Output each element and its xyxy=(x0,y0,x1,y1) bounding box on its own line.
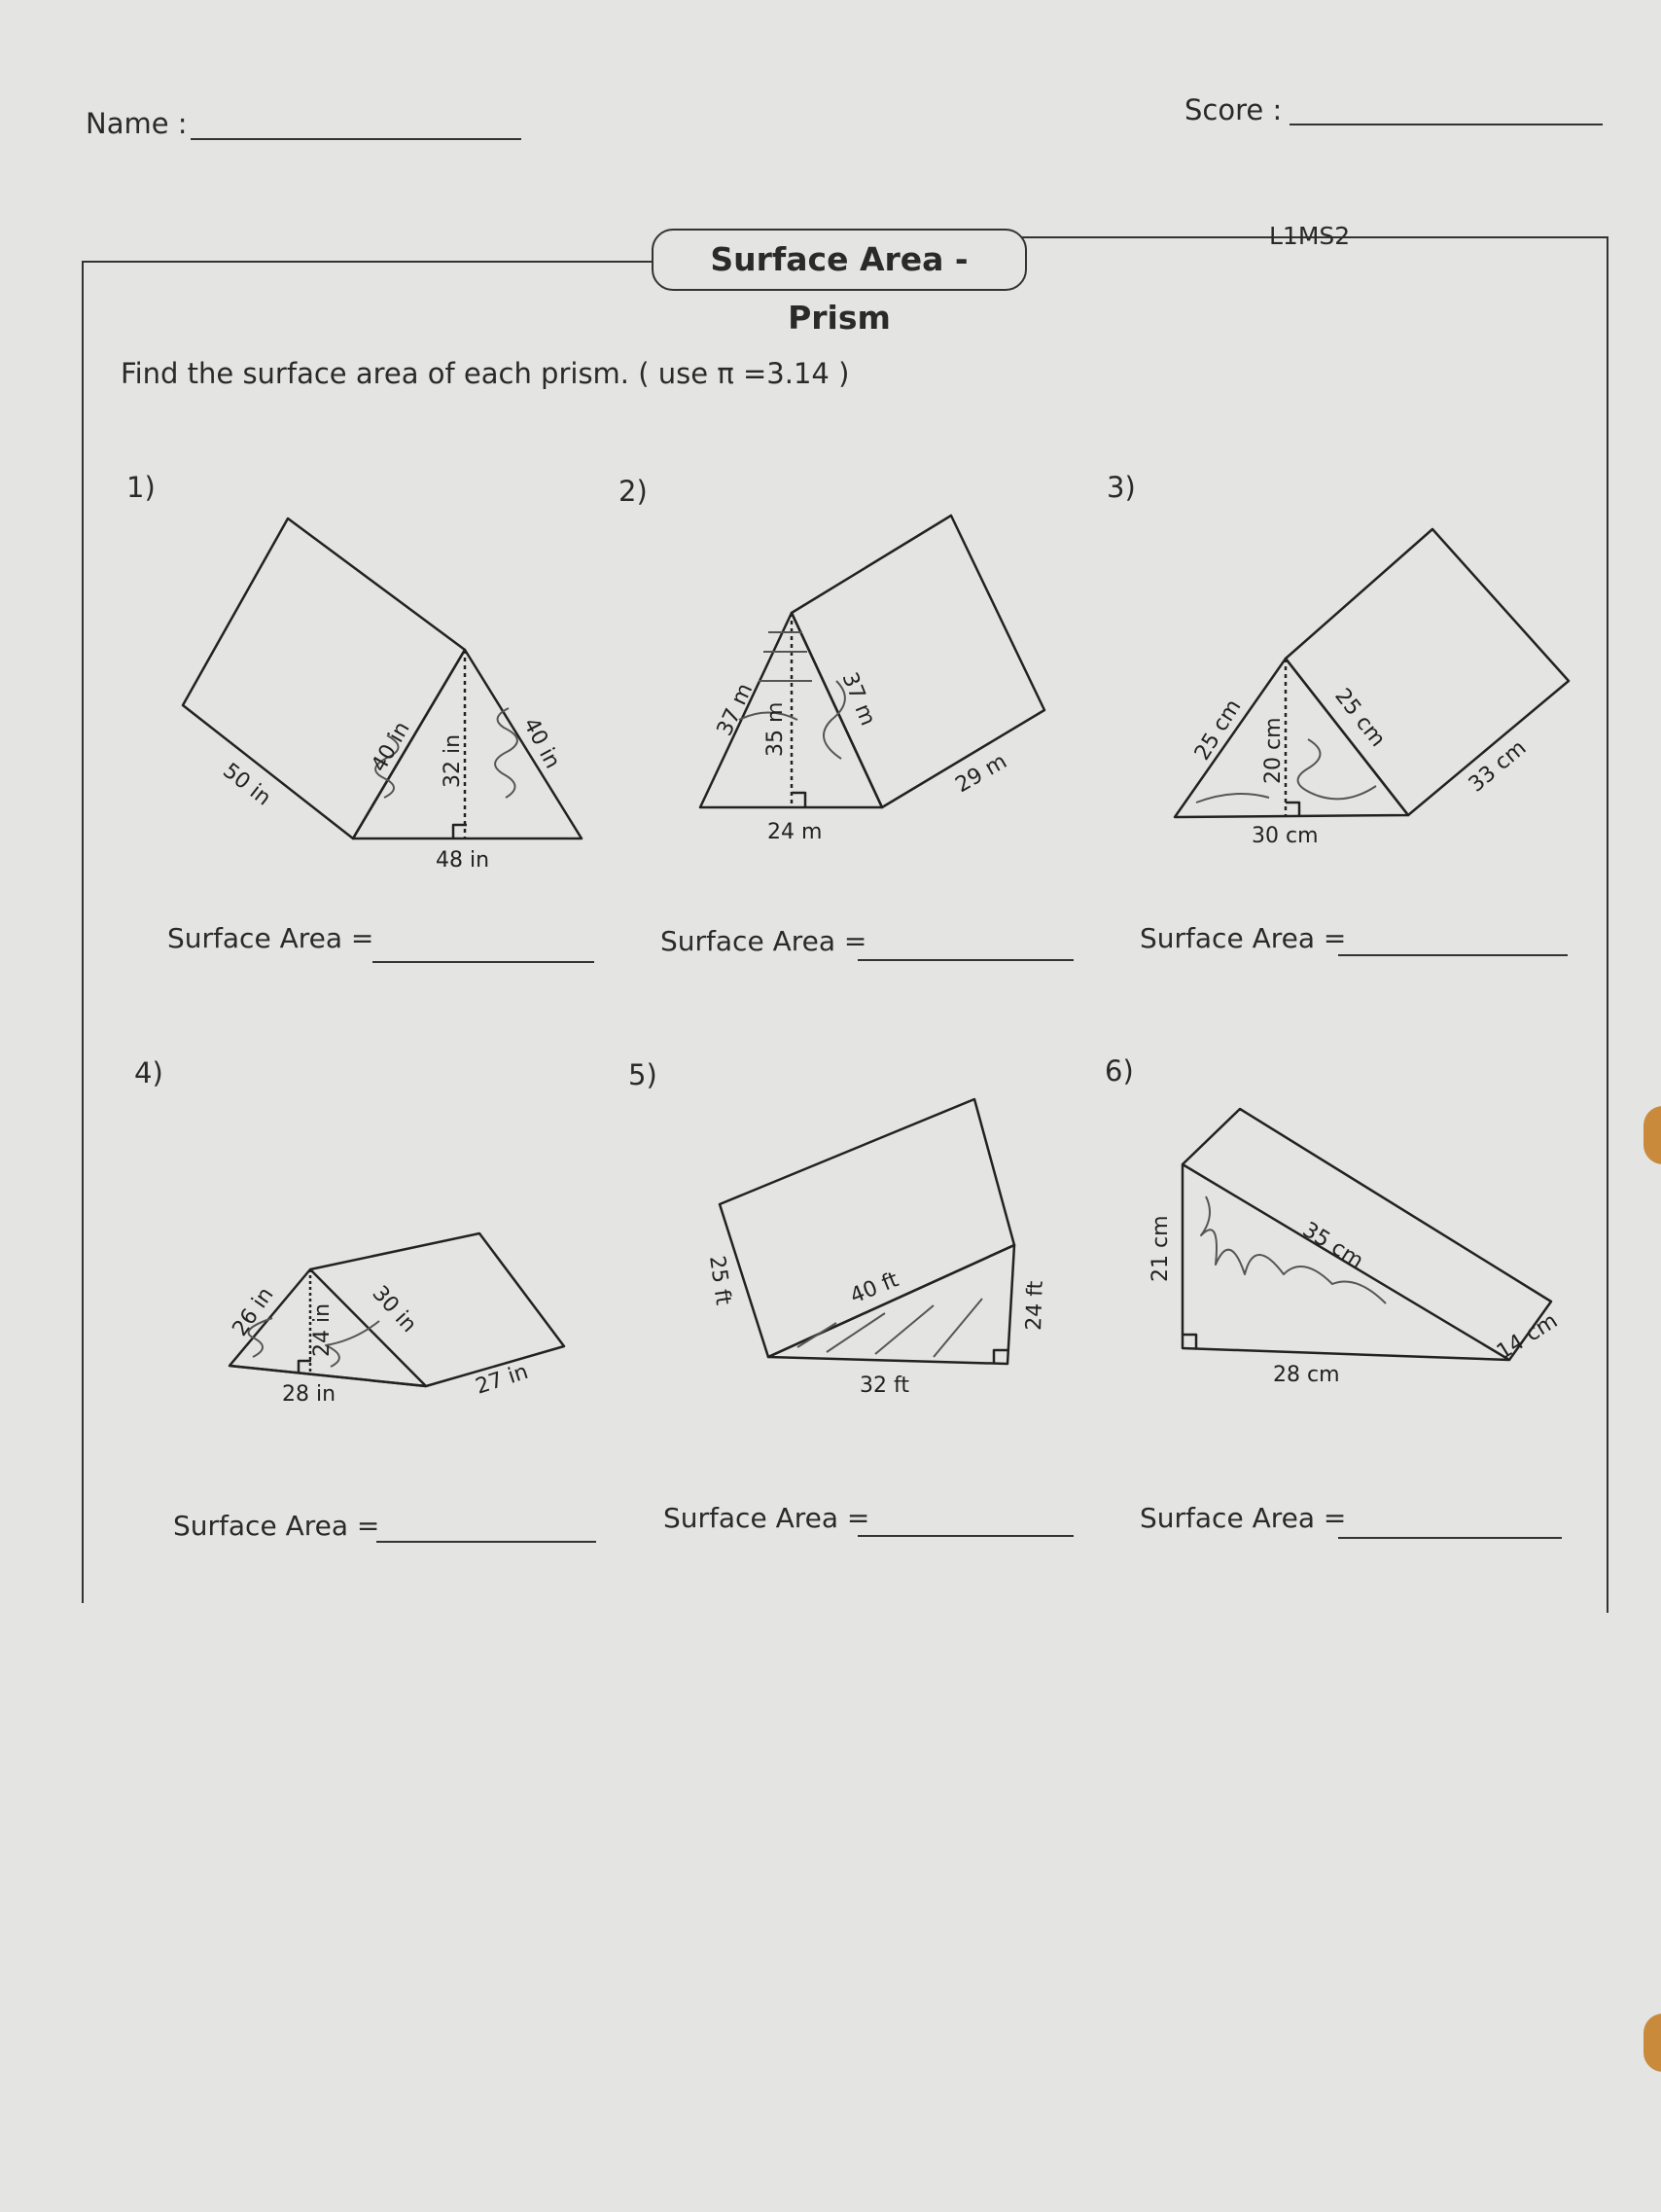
p3-label-base: 30 cm xyxy=(1252,824,1319,848)
answer-field-2[interactable] xyxy=(858,959,1074,961)
problem-number-6: 6) xyxy=(1105,1054,1134,1088)
p6-label-hypotenuse: 35 cm xyxy=(1297,1217,1368,1274)
answer-field-4[interactable] xyxy=(376,1541,596,1543)
p4-label-right-side: 30 in xyxy=(367,1281,421,1338)
p2-label-height: 35 m xyxy=(763,701,788,757)
binder-hole-bottom xyxy=(1643,2014,1661,2072)
score-label: Score : xyxy=(1184,93,1283,126)
prism-figure-6 xyxy=(1183,1109,1551,1360)
answer-label-1: Surface Area = xyxy=(167,922,374,954)
p1-label-height: 32 in xyxy=(441,733,465,788)
answer-field-5[interactable] xyxy=(858,1535,1074,1537)
answer-label-3: Surface Area = xyxy=(1140,922,1347,954)
problem-number-2: 2) xyxy=(618,475,648,508)
p2-label-right-side: 37 m xyxy=(836,668,880,730)
p5-label-height-right: 24 ft xyxy=(1022,1280,1048,1332)
answer-label-5: Surface Area = xyxy=(663,1502,870,1534)
p6-label-height: 21 cm xyxy=(1149,1215,1173,1282)
problem-number-4: 4) xyxy=(134,1056,163,1089)
instructions: Find the surface area of each prism. ( use π =3.14 ) xyxy=(121,357,850,390)
binder-hole-top xyxy=(1643,1106,1661,1164)
p4-label-base: 28 in xyxy=(282,1382,336,1407)
answer-label-4: Surface Area = xyxy=(173,1510,380,1542)
answer-field-3[interactable] xyxy=(1338,954,1568,956)
p4-label-height: 24 in xyxy=(310,1302,335,1357)
worksheet-code: L1MS2 xyxy=(1269,222,1351,250)
prism-figure-5 xyxy=(720,1099,1014,1364)
p1-label-depth: 50 in xyxy=(218,759,276,811)
problem-number-1: 1) xyxy=(126,471,156,504)
p3-label-left-side: 25 cm xyxy=(1189,695,1247,766)
name-label: Name : xyxy=(86,107,188,140)
p2-label-base: 24 m xyxy=(767,820,823,844)
problem-number-3: 3) xyxy=(1107,471,1136,504)
p3-label-depth: 33 cm xyxy=(1464,735,1532,798)
worksheet-title: Surface Area - Prism xyxy=(652,229,1027,291)
p1-label-right-side: 40 in xyxy=(517,714,565,773)
answer-label-2: Surface Area = xyxy=(660,925,867,957)
p5-label-base: 32 ft xyxy=(860,1374,909,1398)
p6-label-depth: 14 cm xyxy=(1492,1308,1563,1366)
p5-label-hypotenuse: 40 ft xyxy=(846,1267,902,1309)
p3-label-height: 20 cm xyxy=(1261,717,1286,784)
p3-label-right-side: 25 cm xyxy=(1329,684,1391,752)
problem-number-5: 5) xyxy=(628,1058,657,1091)
p4-label-left-side: 26 in xyxy=(228,1283,279,1341)
prism-figure-3 xyxy=(1175,529,1569,817)
p1-label-base: 48 in xyxy=(436,848,490,873)
p2-label-depth: 29 m xyxy=(951,749,1011,799)
p5-label-height-left: 25 ft xyxy=(704,1254,735,1307)
p1-label-left-side: 40 in xyxy=(367,717,415,776)
answer-field-6[interactable] xyxy=(1338,1537,1562,1539)
answer-field-1[interactable] xyxy=(372,961,594,963)
p4-label-depth: 27 in xyxy=(473,1359,532,1400)
p6-label-base: 28 cm xyxy=(1273,1363,1340,1387)
answer-label-6: Surface Area = xyxy=(1140,1502,1347,1534)
p2-label-left-side: 37 m xyxy=(712,679,759,740)
